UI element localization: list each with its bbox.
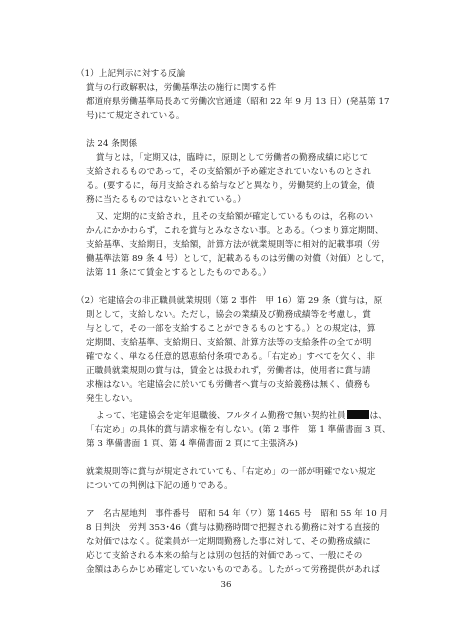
law-line: 又、定期的に支給され，且その支給額が確定しているものは，名称のい — [96, 212, 374, 222]
law-line: 法第 11 条にて賃金とするとしたものである。） — [86, 268, 272, 278]
law-line: る。(要するに，毎月支給される給与などと異なり，労働契約上の賃金，債 — [86, 181, 375, 191]
section1-line: 号)にて規定されている。 — [86, 111, 185, 121]
section1-line: 都道府県労働基準局長あて労働次官通達（昭和 22 年 9 月 13 日）(発基第 17 — [86, 97, 390, 107]
section1-line: 賞与の行政解釈は，労働基準法の施行に関する件 — [86, 83, 277, 93]
case-line: 8 日判決 労判 353･46（賞与は勤務時間で把握される勤務に対する直接的 — [86, 523, 380, 533]
section2-line: 定期間、支給基準、支給期日、支給額、計算方法等の支給条件の全てが明 — [86, 338, 372, 348]
case-line: 金額はあらかじめ確定していないものである。したがって労務提供があれば — [86, 565, 380, 575]
case-line: 応じて支給される本来の給与とは別の包括的対価であって、一般にその — [86, 551, 363, 561]
section2-line: 確でなく、単なる任意的恩恵給付条項である。「右定め」すべてを欠く、非 — [86, 352, 376, 362]
section2-line: 求権はない。宅建協会に於いても労働者へ賞与の支給義務は無く、債務も — [86, 380, 372, 390]
section2-line: 正職員就業規則の賞与は，賃金とは扱われず，労働者は，使用者に賞与請 — [86, 366, 371, 376]
case-line: な対価ではなく。従業員が一定期間勤務した事に対して、その勤務成績に — [86, 537, 371, 547]
law-line: かんにかかわらず，これを賞与とみなさない事。とある。（つまり算定期間、 — [86, 226, 384, 236]
section2-line: 第 3 準備書面 1 頁、第 4 準備書面 2 頁にて主張済み) — [86, 439, 298, 449]
law-line: 務に当たるものではないとされている。） — [86, 195, 246, 205]
section2-line: 発生しない。 — [86, 394, 138, 404]
page-number: 36 — [220, 580, 232, 590]
section3-line: についての判例は下記の通りである。 — [86, 481, 233, 491]
law-line: 支給基準、支給期日，支給額，計算方法が就業規則等に相対的記載事項（労 — [86, 240, 380, 250]
law-line: 賞与とは，「定期又は，臨時に，原則として労働者の勤務成績に応じて — [96, 153, 369, 163]
redacted-name — [347, 410, 369, 419]
section2-heading: （2）宅建協会の非正職員就業規則（第 2 事件 甲 16）第 29 条（賞与は，原 — [76, 296, 383, 306]
retirement-text-end: は、 — [369, 411, 387, 421]
retirement-line — [96, 410, 387, 422]
retirement-text: よって、宅建協会を定年退職後、フルタイム勤務で無い契約社員 — [96, 411, 346, 421]
section1-heading: （1）上記判示に対する反論 — [76, 69, 186, 79]
law-title: 法 24 条関係 — [86, 139, 138, 149]
law-line: 支給されるものであって，その支給額が予め確定されていないものとされ — [86, 167, 371, 177]
law-line: 働基準法第 89 条 4 号）として，記載あるものは労働の対償（対価）として， — [86, 254, 390, 264]
section2-line: 与として，その一部を支給することができるものとする。）との規定は，算 — [86, 324, 376, 334]
case-heading: ア 名古屋地判 事件番号 昭和 54 年（ワ）第 1465 号 昭和 55 年 10 月 — [86, 509, 389, 519]
section3-line: 就業規則等に賞与が規定されていても、「右定め」の一部が明確でない規定 — [86, 467, 376, 477]
section2-line: 「右定め」の具体的賞与請求権を有しない。(第 2 事件 第 1 準備書面 3 頁、 — [86, 425, 391, 435]
section2-line: 則として，支給しない。ただし，協会の業績及び勤務成績等を考慮し，賞 — [86, 310, 372, 320]
